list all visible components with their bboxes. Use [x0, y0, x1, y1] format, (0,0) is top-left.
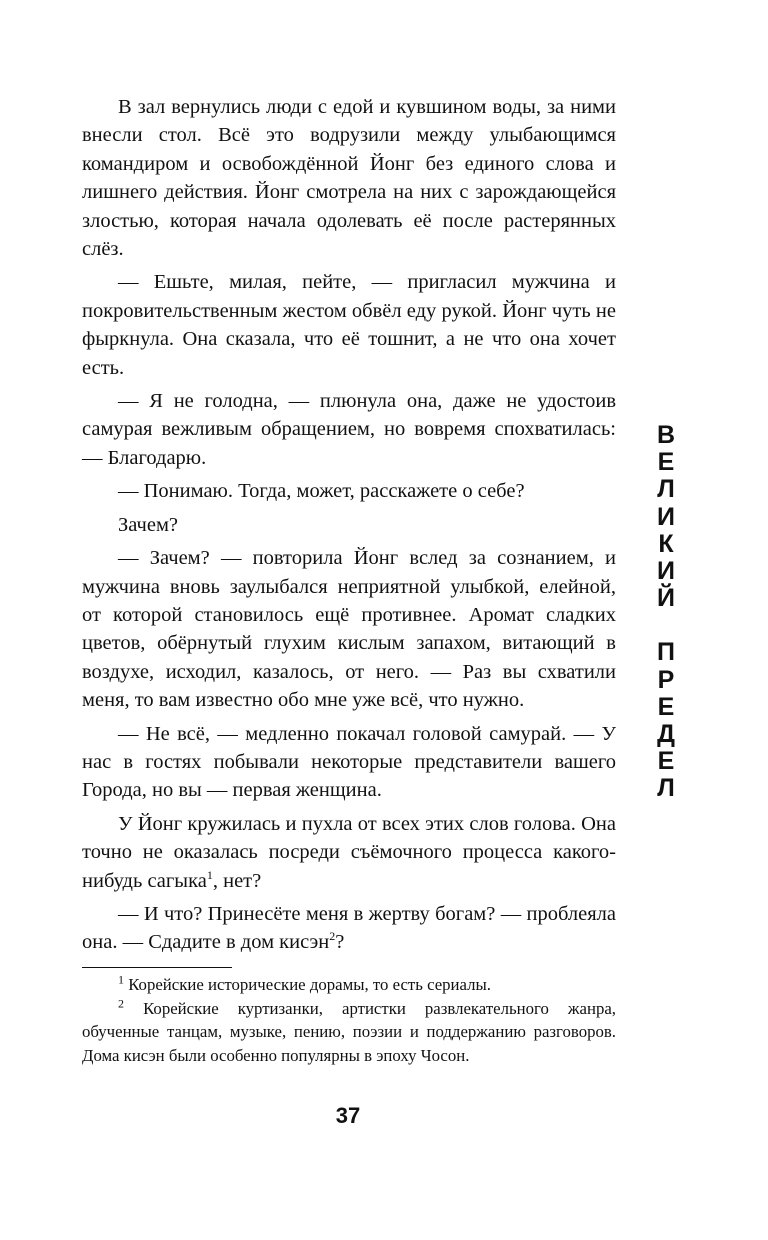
title-letter: Р	[657, 665, 675, 694]
paragraph: — Зачем? — повторила Йонг вслед за сознанием, и мужчина вновь заулыбался неприятной улыбкой, елейной, от которой становилось ещё противнее. Аромат сладких цветов, обёрнутый глухим кислым запахом, витающий в воздухе, исходил, казалось, от него. — Раз вы схватили меня, то вам известно обо мне уже всё, что нужно.	[82, 547, 616, 712]
title-letter: И	[657, 502, 675, 531]
title-letter: К	[658, 529, 674, 558]
title-letter: Й	[657, 584, 675, 613]
paragraph: — Я не голодна, — плюнула она, даже не удостоив самурая вежливым обращением, но вовремя спохватилась: — Благодарю.	[82, 390, 616, 469]
paragraph-text: ?	[335, 931, 345, 954]
running-title	[636, 422, 696, 803]
body-text	[82, 93, 616, 957]
footnote	[82, 997, 616, 1068]
title-letter: Е	[657, 692, 675, 721]
footnote	[82, 973, 616, 997]
paragraph-text: У Йонг кружилась и пухла от всех этих слов голова. Она точно не оказалась посреди съёмочного процесса какого-нибудь сагыка	[82, 812, 616, 892]
footnote-reference: 2	[329, 929, 336, 944]
paragraph	[82, 900, 616, 957]
paragraph: — Понимаю. Тогда, может, расскажете о себе?	[118, 480, 525, 503]
paragraph	[82, 810, 616, 895]
paragraph-text: , нет?	[212, 869, 262, 892]
title-letter: Е	[657, 448, 675, 477]
title-letter: Д	[657, 720, 675, 749]
footnote-divider	[82, 967, 232, 968]
footnote-marker: 2	[118, 995, 124, 1010]
page-number: 37	[335, 1103, 361, 1128]
footnote-reference: 1	[206, 867, 213, 882]
title-letter: Е	[657, 747, 675, 776]
title-letter: Л	[657, 475, 675, 504]
footnote-text: Корейские куртизанки, артистки развлекательного жанра, обученные танцам, музыке, пению, поэзии и поддержанию разговоров. Дома кисэн были особенно популярны в эпоху Чосон.	[82, 998, 616, 1065]
title-letter: Л	[657, 774, 675, 803]
paragraph: — Не всё, — медленно покачал головой самурай. — У нас в гостях побывали некоторые представители вашего Города, но вы — первая женщина.	[82, 722, 616, 802]
footnotes	[82, 973, 616, 1067]
paragraph: — Ешьте, милая, пейте, — пригласил мужчина и покровительственным жестом обвёл еду рукой. Йонг чуть не фыркнула. Она сказала, что её тошнит, а не что она хочет есть.	[82, 271, 616, 379]
paragraph: Зачем?	[118, 513, 179, 536]
footnote-text: Корейские исторические дорамы, то есть сериалы.	[124, 975, 491, 994]
running-title-word-1	[636, 422, 696, 612]
title-letter: П	[657, 638, 675, 667]
paragraph: В зал вернулись люди с едой и кувшином воды, за ними внесли стол. Всё это водрузили между улыбающимся командиром и освобождённой Йонг без единого слова и лишнего действия. Йонг смотрела на них с зарождающейся злостью, которая начала одолевать её после растерянных слёз.	[82, 96, 616, 261]
running-title-word-2	[636, 639, 696, 802]
title-letter: И	[657, 557, 675, 586]
footnote-marker: 1	[118, 972, 124, 987]
title-letter: В	[656, 421, 676, 449]
paragraph-text: — И что? Принесёте меня в жертву богам? — проблеяла она. — Сдадите в дом кисэн	[82, 902, 616, 954]
